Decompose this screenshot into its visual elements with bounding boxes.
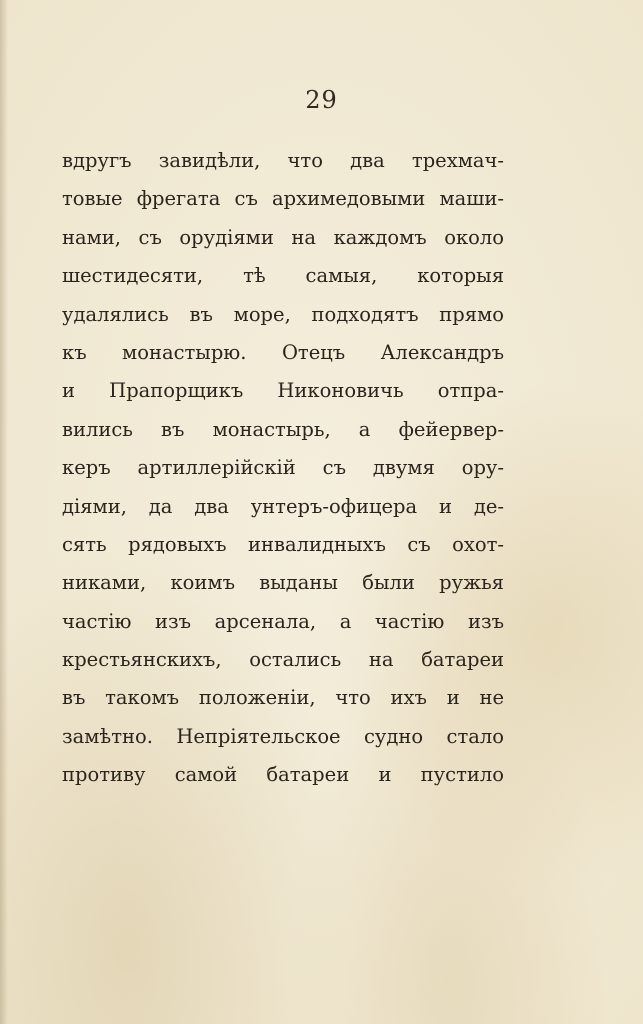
text-line: никами, коимъ выданы были ружья: [62, 571, 504, 595]
text-line: нами, съ орудіями на каждомъ около: [62, 225, 504, 249]
text-line: противу самой батареи и пустило: [62, 763, 504, 787]
page-number: 29: [305, 86, 338, 114]
text-line: вдругъ завидѣли, что два трехмач-: [62, 149, 504, 172]
text-line: шестидесяти, тѣ самыя, которыя: [62, 264, 504, 288]
text-line: замѣтно. Непріятельское судно стало: [62, 724, 504, 748]
text-line: къ монастырю. Отецъ Александръ: [62, 340, 504, 364]
page-binding-edge: [0, 0, 8, 1024]
text-line: частію изъ арсенала, а частію изъ: [62, 609, 504, 633]
text-line: крестьянскихъ, остались на батареи: [62, 648, 504, 672]
body-text: [62, 142, 504, 795]
text-line: товые фрегата съ архимедовыми маши-: [62, 187, 504, 211]
text-line: удалялись въ море, подходятъ прямо: [62, 302, 504, 326]
text-line: и Прапорщикъ Никоновичь отпра-: [62, 379, 504, 403]
text-line: діями, да два унтеръ-офицера и де-: [62, 494, 504, 518]
text-line: въ такомъ положеніи, что ихъ и не: [62, 686, 504, 710]
text-line: вились въ монастырь, а фейервер-: [62, 417, 504, 441]
text-line: сять рядовыхъ инвалидныхъ съ охот-: [62, 532, 504, 556]
text-line: керъ артиллерійскій съ двумя ору-: [62, 456, 504, 480]
